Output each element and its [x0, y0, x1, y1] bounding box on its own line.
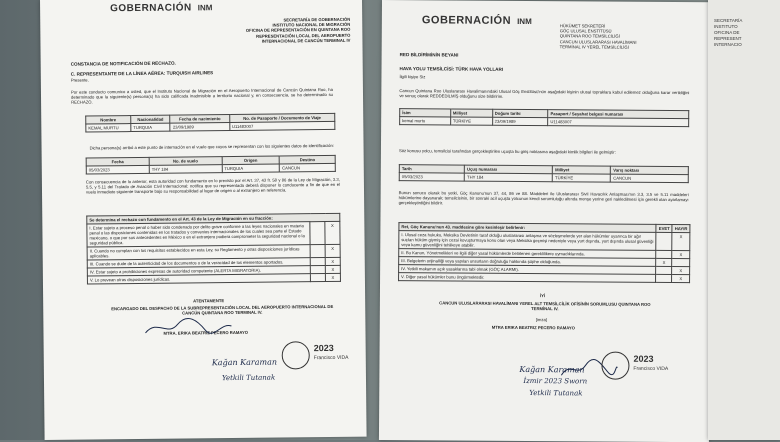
reason-check: [310, 222, 325, 245]
th: Pasaport / Seyahat belgesi numarası: [548, 110, 689, 119]
td: CANCUN: [280, 163, 336, 172]
reason-mark: X: [325, 273, 340, 281]
td: 23/09/1989: [492, 117, 548, 125]
right-subject: RED BİLDİRİMİNİN BEYANI: [399, 52, 459, 58]
td: TÜRKİYE: [450, 117, 492, 125]
reason-yes: [656, 250, 672, 258]
left-subject: CONSTANCIA DE NOTIFICACIÓN DE RECHAZO.: [70, 60, 176, 67]
header-line: SECRETARÍA DE GOBERNACIÓN: [283, 16, 351, 23]
left-signature-scribble: [143, 316, 233, 339]
reason-mark: X: [325, 265, 340, 273]
reason-text: I. Ulusal ceza hukuku, Meksika Devletinin taraf olduğu uluslararası anlaşma ve sözleşmelerde yer alan hükümler uyarınca bir ağır suçtan hüküm giymiş için cezai kovuşturmaya konu olan veya Meksika geçmişi nedeniyle veya yurt dışında, yurt dışında ulusal güvenliği veya kamu güvenliğini tehlikeye atabilir.: [399, 231, 657, 251]
reason-check: [310, 258, 325, 266]
yes-header: EVET: [656, 224, 672, 232]
right-logo-row: [422, 14, 532, 27]
reason-text: I. Estar sujeto a proceso penal o haber sido condenado por delito grave conforme a las leyes nacionales en materia penal o las disposiciones contenidas en los tratados y convenios internacionales de los cuales sea parte el Estado mexicano, o que por sus antecedentes en México o en el extranjero pudiera comprometer la seguridad nacional o la seguridad pública.: [87, 222, 310, 247]
reason-text: V. Diğer yasal hükümler bunu öngörmektedir.: [399, 273, 656, 283]
reason-check: [310, 245, 325, 258]
reason-check: [310, 274, 325, 282]
left-authority-label: ATENTAMENTE: [193, 298, 225, 304]
td: U11483007: [548, 118, 689, 127]
reason-mark: X: [672, 251, 690, 259]
left-intro: Por este conducto comunico a usted, que el Instituto Nacional de Migración en el Aeropuerto Internacional de Cancún Quintana Roo, ha determinado que la siguiente(s) persona(s) ha sido calificada inadmisible a territorio nacional y, en consecuencia, se ha determinado su RECHAZO.: [70, 86, 334, 106]
header-line: CANCUN ULUSLARARASI HAVALİMANI: [559, 38, 637, 45]
td: CANCUN: [611, 174, 689, 183]
gobernacion-logo: GOBERNACIÓN: [110, 2, 192, 15]
right-signature-block: CANCUN ULUSLARARASI HAVALİMANI YEREL ALT TEMSİLCİLİK OFİSİNİN SORUMLUSU QUINTANA ROO TERMİNAL IV.: [439, 300, 651, 312]
left-addressee: C. REPRESENTANTE DE LA LÍNEA AÉREA: TURQUISH AIRLINES: [70, 70, 214, 77]
left-logo-row: [110, 2, 212, 14]
td: THY 184: [149, 165, 222, 174]
spanish-rejection-notice: [40, 0, 367, 440]
right-round-stamp: [601, 352, 629, 380]
header-line: QUINTANA ROO TEMSİLCİLİĞİ: [559, 33, 620, 40]
td: KEMAL MURTU: [86, 124, 131, 132]
left-present: Presente.: [70, 77, 89, 83]
header-line: INSTITUTO NACIONAL DE MIGRACIÓN: [272, 21, 351, 28]
right-present: İlgili kişiye Siz: [399, 74, 426, 80]
th: Doğum tarihi: [492, 109, 548, 117]
right-flight-table: [399, 164, 689, 183]
td: kemal murtu: [400, 117, 451, 125]
far-line: REPRESENT: [714, 36, 742, 41]
th: Nombre: [86, 116, 131, 124]
partial-third-sheet: [708, 0, 780, 440]
left-year-caption: Francisco VIDA: [313, 354, 349, 362]
th: Nacionalidad: [131, 115, 171, 123]
th: Fecha de nacimiento: [170, 115, 229, 124]
left-flight-text: Dicha persona(s) arribó a este punto de internación en el vuelo que cuyos se representan con los siguientes datos de identificación:: [89, 142, 334, 151]
right-header-lines: [560, 23, 700, 50]
right-handwritten-3: Yetkili Tutanak: [529, 389, 583, 398]
reason-mark: X: [672, 233, 690, 251]
right-handwritten-2: İzmir 2023 Sworn: [523, 376, 588, 386]
reason-mark: X: [325, 221, 340, 244]
left-flight-table: [86, 155, 336, 175]
td: TÜRKİYE: [553, 174, 611, 182]
th: Milliyet: [450, 109, 492, 117]
th: Tarih: [399, 165, 464, 173]
right-reasons-table: [398, 222, 690, 283]
gobernacion-logo: GOBERNACIÓN: [421, 14, 512, 27]
reason-text: IV. Estar sujeto a prohibiciones expresas de autoridad competente (ALERTA MIGRATORIA).: [87, 266, 310, 276]
th: Destino: [280, 155, 336, 164]
reason-text: V. Lo prevean otras disposiciones jurídicas.: [87, 274, 310, 284]
reason-mark: X: [325, 244, 340, 257]
reason-no: [672, 259, 690, 267]
right-sign-word: [imza]: [535, 317, 547, 323]
header-line: INTERNACIONAL DE CANCÚN TERMINAL IV: [261, 37, 351, 44]
th: No. de Pasaporte / Documento de Viaje: [229, 113, 334, 122]
right-year-seal: 2023: [633, 353, 654, 364]
left-person-table: [85, 113, 335, 133]
turkish-rejection-notice: [379, 0, 712, 442]
td: TURQUIA: [222, 164, 280, 173]
right-flight-text: Söz konusu yolcu, temsilcisi tarafından gerçekleştirilen uçuşta bu giriş noktasına aşağıdaki kimlik bilgileri ile gelmiştir:: [398, 148, 616, 155]
far-line: OFICINA DE: [714, 30, 740, 35]
th: İsim: [400, 109, 451, 117]
header-line: OFICINA DE REPRESENTACIÓN EN QUINTANA ROO: [245, 27, 351, 34]
reason-mark: X: [672, 275, 690, 283]
header-line: REPRESENTACIÓN LOCAL DEL AEROPUERTO: [256, 32, 351, 39]
left-signature-block: ENCARGADO DEL DESPACHO DE LA SUBREPRESENTACIÓN LOCAL DEL AEROPUERTO INTERNACIONAL DE CANCÚN QUINTANA ROO TERMINAL IV.: [111, 303, 334, 316]
right-person-table: [399, 108, 689, 127]
td: 23/09/1989: [170, 123, 229, 132]
right-handwritten-1: Kağan Karaman: [519, 364, 585, 375]
right-addressee: HAVA YOLU TEMSİLCİSİ: TÜRK HAVA YOLLARI: [399, 66, 504, 72]
inm-logo: INM: [517, 16, 532, 26]
reason-text: IV. Yetkili makamın açık yasaklarına tabi olmak (GÖÇ ALARMI).: [399, 265, 656, 275]
th: Uçuş numarası: [465, 165, 553, 174]
header-line: HÜKÜMET SEKRETERİ: [559, 23, 606, 29]
reason-yes: [656, 232, 672, 250]
left-handwritten-1: Kağan Karaman: [211, 357, 278, 368]
reason-check: [310, 266, 325, 274]
right-intro: Cancun Quintana Roo Uluslararası Havalimanındaki Ulusal Göç Enstitüsü'nün aşağıdaki kişinin ulusal topraklara kabul edilemez olduğuna karar verildiğini ve sonuç olarak REDDEDİLMİŞ olduğunu size bildiririm.: [399, 88, 690, 100]
reason-yes: [656, 274, 672, 282]
td: THY 184: [464, 173, 552, 182]
reason-text: II. Bu Kanun, Yönetmelikleri ve ilgili diğer yasal hükümlerde belirlenen gereklilikere uymadıklarında.: [399, 249, 656, 259]
reason-text: II. Cuando no cumplan con los requisitos establecidos en esta Ley, su Reglamento y otras disposiciones jurídicas aplicables.: [87, 245, 310, 260]
th: Fecha: [86, 157, 149, 166]
th: No. de vuelo: [149, 157, 222, 166]
reason-yes: [656, 266, 672, 274]
left-handwritten-2: Yetkili Tutanak: [221, 373, 276, 383]
right-authority-label: İYİ: [539, 293, 546, 299]
far-line: SECRETARÍA: [714, 18, 743, 23]
left-signer: MTRA. ERIKA BEATRIZ PECERO RAMAYO: [163, 329, 249, 336]
left-reasons-table: [86, 213, 341, 285]
inm-logo: INM: [197, 3, 213, 13]
left-legal-text: Con consecuencia de lo anterior, esta autoridad con fundamento en lo previsto por el Art. 37, 43 fr. 58 y 86 de la Ley de Migración, 3.3, 5.5, y 5.11 del Tratado de Aviación Civil Internacional; notifica que su representada deberá disponer lo conducente a fin de que en el vuelo inmediato siguiente transporte bajo su responsabilidad al lugar de origen o al extranjero en referencia.: [85, 176, 340, 195]
reason-mark: X: [656, 258, 672, 266]
header-line: TERMİNAL IV YEREL TEMSİLCİLİĞİ: [559, 44, 629, 50]
reason-mark: X: [672, 267, 690, 275]
th: Origen: [222, 156, 280, 165]
far-line: INTERNACIO: [714, 42, 742, 47]
reason-mark: X: [325, 257, 340, 265]
td: U11483007: [229, 121, 334, 130]
reason-text: III. Belgelerin orijinalliği veya yapılan unsurların doğruluğu hakkında şüphe olduğunda.: [399, 257, 656, 267]
right-legal-text: Bunun sonucu olarak bu yetki, Göç Kanunu'nun 37, 44, 86 ve 88. Maddeleri ile Uluslararası Sivil Havacılık Anlaşması'nın 3.3, 3.5 ve 5.11 maddeleri hükümlerine dayanarak; temsilcisinin, bir sonraki acil uçuşta yolcunun kendi sorumluluğu altında menşe yerine geri nakledilmesi için gerekli olan ayarlamayı gerçekleştirdiğini bildirir.: [398, 190, 689, 206]
far-lines: [714, 18, 742, 48]
right-year-caption: Francisco VIDA: [633, 365, 669, 373]
right-signer: MTRA ERIKA BEATRIZ PECERO RAMAYO: [491, 324, 575, 331]
td: TURQUIA: [131, 123, 171, 131]
left-round-stamp: [282, 341, 310, 369]
left-header-lines: [210, 17, 350, 44]
td: 05/03/2023: [86, 165, 149, 174]
far-line: INSTITUTO: [714, 24, 738, 29]
reasons-header: Se determina el rechazo con fundamento en el Art. 43 de la Ley de Migración en su fracción:: [87, 213, 340, 224]
header-line: GÖÇ ULUSAL ENSTİTÜSÜ: [559, 28, 612, 34]
left-year-seal: 2023: [313, 342, 334, 354]
th: Milliyet: [553, 166, 611, 174]
reasons-header: Ret, Göç Kanunu'nun 43. maddesine göre kesinleşir belirlenir:: [399, 223, 656, 233]
th: Varış noktası: [611, 166, 689, 175]
td: 05/03/2023: [399, 173, 464, 181]
no-header: HAYIR: [672, 225, 690, 233]
reason-text: III. Cuando se dude de la autenticidad de los documentos o de la veracidad de los elementos aportados.: [87, 258, 310, 268]
